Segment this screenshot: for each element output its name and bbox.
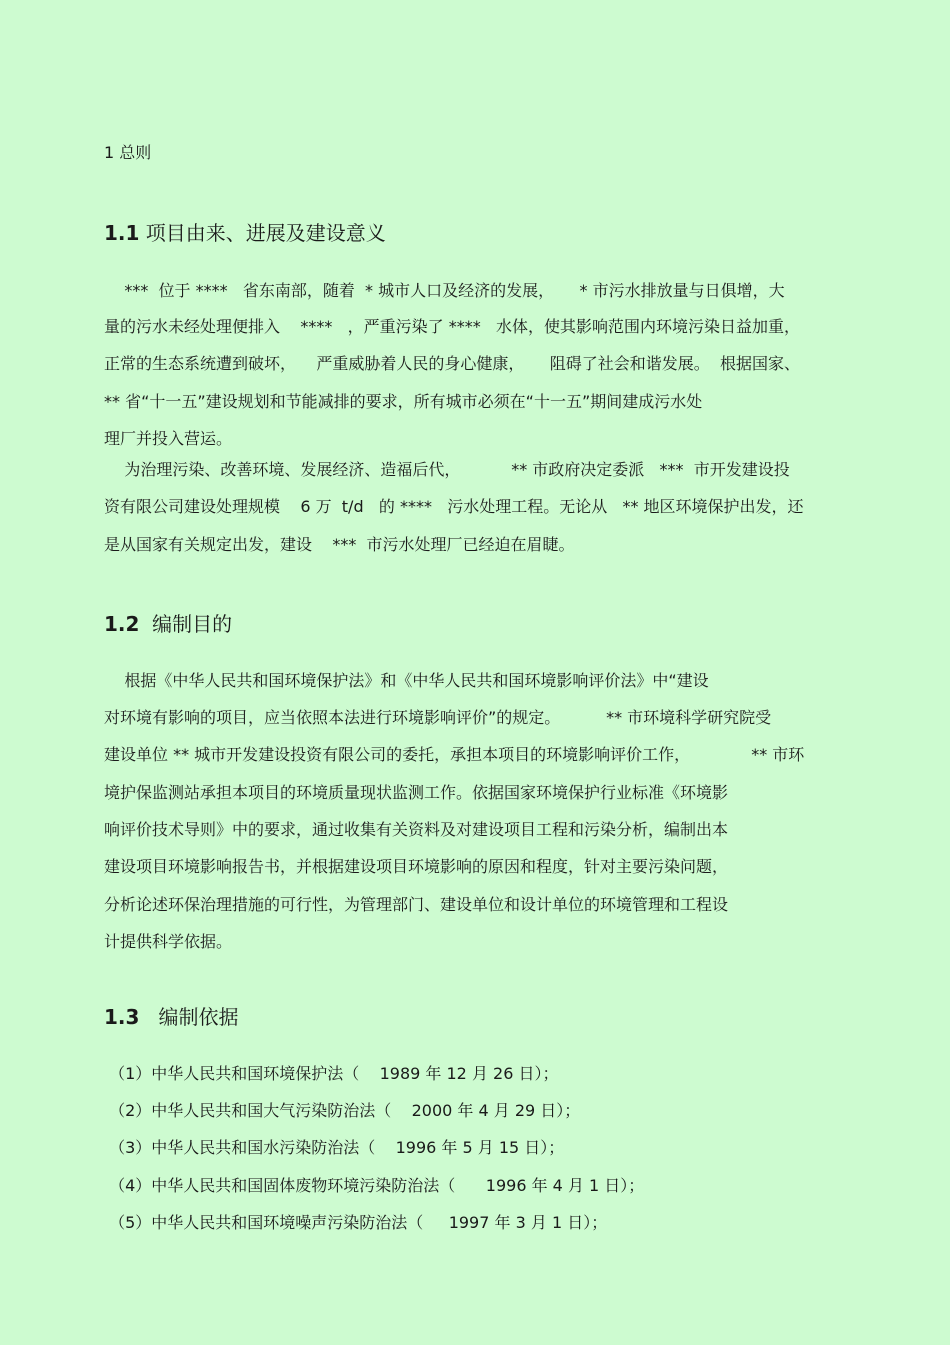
list-item: （5）中华人民共和国环境噪声污染防治法（ 1997 年 3 月 1 日）； xyxy=(104,1213,608,1232)
paragraph-line: 计提供科学依据。 xyxy=(104,932,233,951)
section-number: 1.1 xyxy=(104,221,140,245)
section-heading-1-3 xyxy=(104,1004,239,1030)
paragraph-line: 正常的生态系统遭到破坏， 严重威胁着人民的身心健康， 阻碍了社会和谐发展。 根据国家、 xyxy=(104,354,800,373)
section-title: 项目由来、进展及建设意义 xyxy=(145,221,386,245)
paragraph-line: 响评价技术导则》中的要求，通过收集有关资料及对建设项目工程和污染分析，编制出本 xyxy=(104,820,729,839)
paragraph-line: ** 省“十一五”建设规划和节能减排的要求，所有城市必须在“十一五”期间建成污水处 xyxy=(104,392,703,411)
list-item: （1）中华人民共和国环境保护法（ 1989 年 12 月 26 日）； xyxy=(104,1064,559,1083)
paragraph-line: 为治理污染、改善环境、发展经济、造福后代， ** 市政府决定委派 *** 市开发建设投 xyxy=(104,460,790,479)
paragraph-line: 根据《中华人民共和国环境保护法》和《中华人民共和国环境影响评价法》中“建设 xyxy=(104,671,709,690)
paragraph-line: 资有限公司建设处理规模 6 万 t/d 的 **** 污水处理工程。无论从 ** 地区环境保护出发，还 xyxy=(104,497,804,516)
section-title: 编制依据 xyxy=(158,1005,239,1029)
paragraph-line: 建设项目环境影响报告书，并根据建设项目环境影响的原因和程度，针对主要污染问题， xyxy=(104,857,729,876)
list-item: （4）中华人民共和国固体废物环境污染防治法（ 1996 年 4 月 1 日）； xyxy=(104,1176,645,1195)
paragraph-line: *** 位于 **** 省东南部，随着 * 城市人口及经济的发展， * 市污水排放量与日俱增，大 xyxy=(104,281,785,300)
section-heading-1-2 xyxy=(104,611,232,637)
paragraph-line: 是从国家有关规定出发，建设 *** 市污水处理厂已经迫在眉睫。 xyxy=(104,535,575,554)
paragraph-line: 理厂并投入营运。 xyxy=(104,429,233,448)
paragraph-line: 建设单位 ** 城市开发建设投资有限公司的委托，承担本项目的环境影响评价工作， ** 市环 xyxy=(104,745,805,764)
section-number: 1.3 xyxy=(104,1005,140,1029)
paragraph-line: 分析论述环保治理措施的可行性，为管理部门、建设单位和设计单位的环境管理和工程设 xyxy=(104,895,729,914)
list-item: （2）中华人民共和国大气污染防治法（ 2000 年 4 月 29 日）； xyxy=(104,1101,581,1120)
section-number: 1.2 xyxy=(104,612,140,636)
paragraph-line: 对环境有影响的项目，应当依照本法进行环境影响评价”的规定。 ** 市环境科学研究院受 xyxy=(104,708,772,727)
chapter-title: 1 总则 xyxy=(104,143,152,162)
paragraph-line: 境护保监测站承担本项目的环境质量现状监测工作。依据国家环境保护行业标准《环境影 xyxy=(104,783,729,802)
list-item: （3）中华人民共和国水污染防治法（ 1996 年 5 月 15 日）； xyxy=(104,1138,565,1157)
section-title: 编制目的 xyxy=(152,612,233,636)
section-heading-1-1 xyxy=(104,220,386,246)
paragraph-line: 量的污水未经处理便排入 **** ，严重污染了 **** 水体，使其影响范围内环境污染日益加重， xyxy=(104,317,800,336)
